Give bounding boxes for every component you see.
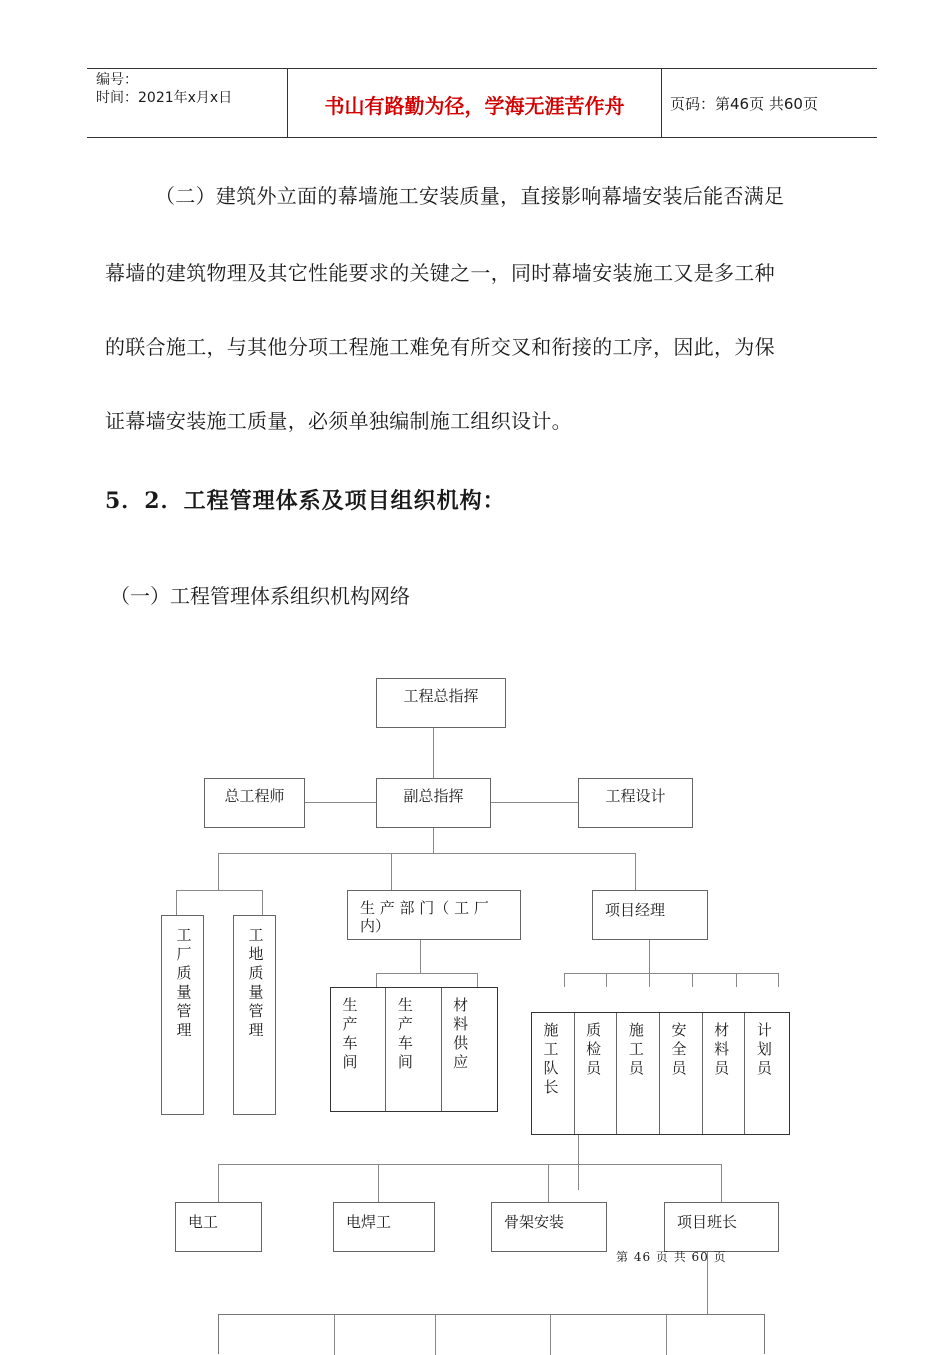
header-motto: 书山有路勤为径，学海无涯苦作舟 (288, 69, 662, 137)
connector (218, 1164, 721, 1165)
sub-title: （一）工程管理体系组织机构网络 (110, 584, 410, 608)
next-row-boxes (218, 1314, 765, 1354)
connector (564, 973, 778, 974)
connector (491, 802, 579, 803)
time-label: 时间：2021年x月x日 (96, 90, 233, 106)
paragraph-line: 的联合施工，与其他分项工程施工难免有所交叉和衔接的工序，因此，为保 (105, 335, 775, 359)
connector (376, 973, 477, 974)
connector (391, 853, 392, 890)
node-factory-quality: 工厂质量管理 (161, 915, 204, 1115)
connector (433, 728, 434, 778)
connector (433, 828, 434, 853)
staff-construction-worker: 施工员 (617, 1013, 660, 1134)
paragraph-line: （二）建筑外立面的幕墙施工安装质量，直接影响幕墙安装后能否满足 (155, 184, 785, 208)
connector (692, 973, 693, 987)
connector (305, 802, 377, 803)
staff-construction-captain: 施工队长 (532, 1013, 575, 1134)
connector (649, 940, 650, 987)
unit-workshop-2: 生产车间 (386, 988, 441, 1111)
connector (477, 973, 478, 987)
node-chief-engineer: 总工程师 (204, 778, 305, 828)
node-project-manager: 项目经理 (592, 890, 708, 940)
node-site-quality: 工地质量管理 (233, 915, 276, 1115)
connector (578, 1135, 579, 1190)
connector (218, 853, 219, 890)
connector (378, 1164, 379, 1202)
connector (420, 940, 421, 973)
number-label: 编号： (96, 72, 138, 88)
connector (218, 853, 635, 854)
connector (778, 973, 779, 987)
staff-planner: 计划员 (756, 1021, 772, 1077)
unit-material-supply: 材料供应 (453, 996, 469, 1071)
page-footer: 第 46 页 共 60 页 (616, 1250, 727, 1264)
connector (550, 1315, 551, 1355)
connector (564, 973, 565, 987)
connector (666, 1315, 667, 1355)
staff-quality-inspector: 质检员 (575, 1013, 618, 1134)
node-electrician: 电工 (175, 1202, 262, 1252)
connector (435, 1315, 436, 1355)
connector (635, 853, 636, 890)
project-staff-group (531, 1012, 790, 1135)
node-frame-install: 骨架安装 (491, 1202, 607, 1252)
paragraph-line: 幕墙的建筑物理及其它性能要求的关键之一，同时幕墙安装施工又是多工种 (105, 261, 775, 285)
staff-materials-officer: 材料员 (703, 1013, 746, 1134)
node-deputy-commander: 副总指挥 (376, 778, 491, 828)
connector (218, 1164, 219, 1202)
connector (606, 973, 607, 987)
section-title: 5．2．工程管理体系及项目组织机构： (105, 488, 506, 514)
unit-workshop-1: 生产车间 (331, 988, 386, 1111)
node-commander: 工程总指挥 (376, 678, 506, 728)
connector (176, 890, 177, 915)
connector (721, 1164, 722, 1202)
page-info: 页码：第46页 共60页 (670, 94, 818, 113)
node-production-dept: 生 产 部 门（ 工 厂 内） (347, 890, 521, 940)
connector (262, 890, 263, 915)
staff-safety-officer: 安全员 (660, 1013, 703, 1134)
connector (548, 1164, 549, 1202)
connector (736, 973, 737, 987)
connector (376, 973, 377, 987)
node-welder: 电焊工 (333, 1202, 435, 1252)
paragraph-line: 证幕墙安装施工质量，必须单独编制施工组织设计。 (105, 409, 572, 433)
connector (334, 1315, 335, 1355)
node-engineering-design: 工程设计 (578, 778, 693, 828)
connector (176, 890, 262, 891)
production-units-group (330, 987, 498, 1112)
node-team-leader: 项目班长 (664, 1202, 779, 1252)
